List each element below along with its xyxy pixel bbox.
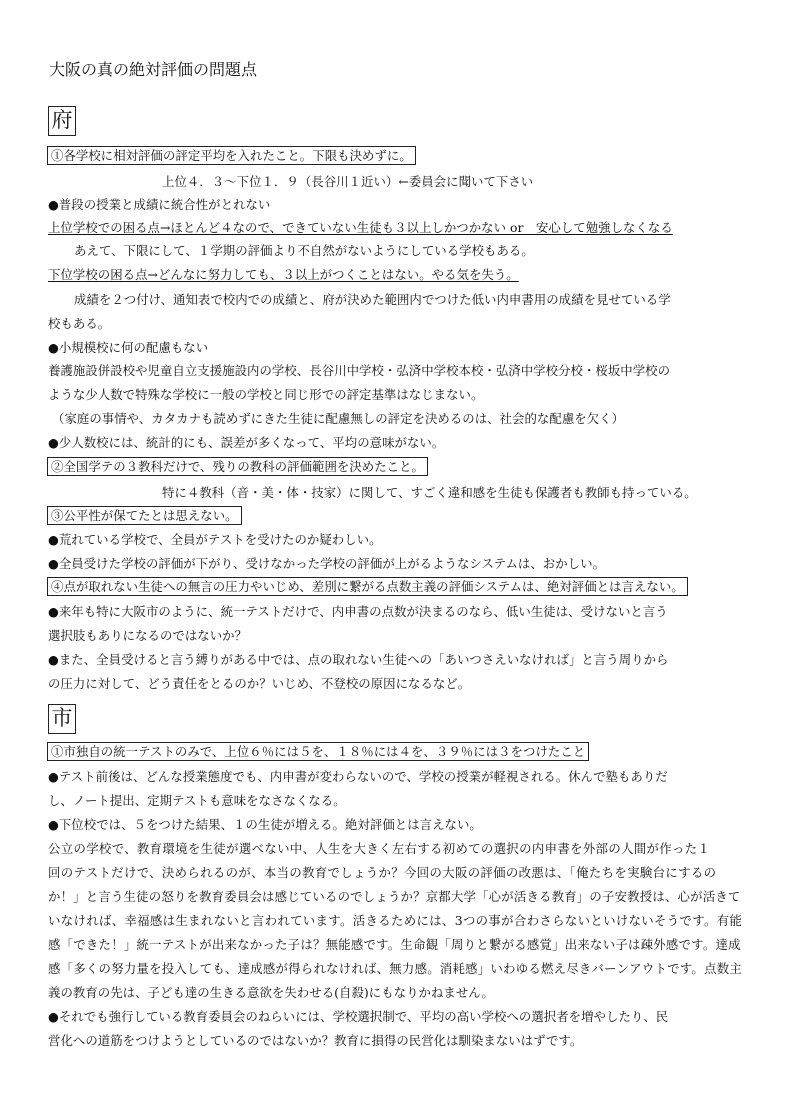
paragraph-line: 上位４．３～下位１．９（長谷川１近い）←委員会に聞いて下さい: [162, 174, 534, 189]
paragraph-line: 営化への道筋をつけようとしているのではないか？教育に損得の民営化は馴染まないはずです。: [48, 1033, 583, 1048]
heading-fu-4: [48, 578, 688, 595]
paragraph-line: 選択肢もありになるのではないか？: [48, 628, 248, 643]
heading-fu-3-text: ③公平性が保てたとは思えない。: [47, 506, 242, 525]
paragraph-line: いなければ、幸福感は生まれないと言われています。活きるためには、3つの事が合わさらないといけないそうです。有能: [48, 913, 743, 928]
bullet-line: ●小規模校に何の配慮もない: [48, 340, 209, 355]
paragraph-line-underlined: 上位学校での困る点→ほとんど４なので、できていない生徒も３以上しかつかない or 安心して勉強しなくなる: [48, 220, 673, 235]
section-label-fu: 府: [48, 106, 76, 136]
heading-fu-1-text: ①各学校に相対評価の評定平均を入れたこと。下限も決めずに。: [47, 146, 416, 165]
bullet-line: ●普段の授業と成績に統合性がとれない: [48, 197, 271, 212]
paragraph-line: 感「多くの努力量を投入しても、達成感が得られなければ、無力感。消耗感」いわゆる燃え尽きバーンアウトです。点数主: [48, 961, 742, 976]
paragraph-line: し、ノート提出、定期テストも意味をなさなくなる。: [48, 793, 346, 808]
bullet-line: ●また、全員受けると言う縛りがある中では、点の取れない生徒への「あいつさえいなければ」と言う周りから: [48, 652, 669, 667]
paragraph-line: 養護施設併設校や児童自立支援施設内の学校、長谷川中学校・弘済中学校本校・弘済中学校分校・桜坂中学校の: [48, 363, 671, 378]
paragraph-line: 回のテストだけで、決められるのが、本当の教育でしょうか？今回の大阪の評価の改悪は、「俺たちを実験台にするの: [48, 865, 717, 880]
paragraph-line: 感「できた！」統一テストが出来なかった子は？無能感です。生命観「周りと繋がる感覚」出来ない子は疎外感です。達成: [48, 937, 741, 952]
paragraph-line: の圧力に対して、どう責任をとるのか？いじめ、不登校の原因になるなど。: [48, 676, 471, 691]
heading-fu-1: [48, 147, 416, 164]
bullet-line: ●荒れている学校で、全員がテストを受けたのか疑わしい。: [48, 532, 382, 547]
paragraph-line: 成績を２つ付け、通知表で校内での成績と、府が決めた範囲内でつけた低い内申書用の成績を見せている学: [74, 292, 671, 307]
paragraph-line: 義の教育の先は、子ども達の生きる意欲を失わせる(自殺)にもなりかねません。: [48, 985, 494, 1000]
paragraph-line: 特に４教科（音・美・体・技家）に関して、すごく違和感を生徒も保護者も教師も持っている。: [162, 485, 697, 500]
bullet-line: ●来年も特に大阪市のように、統一テストだけで、内申書の点数が決まるのなら、低い生徒は、受けないと言う: [48, 604, 668, 619]
heading-fu-4-text: ④点が取れない生徒への無言の圧力やいじめ、差別に繋がる点数主義の評価システムは、絶対評価とは言えない。: [47, 577, 688, 596]
bullet-line: ●全員受けた学校の評価が下がり、受けなかった学校の評価が上がるようなシステムは、おかしい。: [48, 556, 606, 571]
heading-fu-2: [48, 458, 428, 475]
section-label-shi: 市: [48, 704, 76, 734]
document-title: 大阪の真の絶対評価の問題点: [49, 60, 258, 79]
heading-shi-1-text: ①市独自の統一テストのみで、上位６％には５を、１８％には４を、３９％には３をつけたこと: [47, 742, 589, 761]
bullet-line: ●少人数校には、統計的にも、誤差が多くなって、平均の意味がない。: [48, 435, 445, 450]
bullet-line: ●それでも強行している教育委員会のねらいには、学校選択制で、平均の高い学校への選択者を増やしたり、民: [48, 1009, 669, 1024]
heading-fu-2-text: ②全国学テの３教科だけで、残りの教科の評価範囲を決めたこと。: [47, 457, 428, 476]
paragraph-line: か！」と言う生徒の怒りを教育委員会は感じているのでしょうか？京都大学「心が活きる教育」の子安教授は、心が活きて: [48, 889, 741, 904]
heading-fu-3: [48, 507, 242, 524]
heading-shi-1: [48, 743, 589, 760]
paragraph-line: ような少人数で特殊な学校に一般の学校と同じ形での評定基準はなじまない。: [48, 387, 484, 402]
paragraph-line-underlined: 下位学校の困る点→どんなに努力しても、３以上がつくことはない。やる気を失う。: [48, 267, 519, 282]
bullet-line: ●テスト前後は、どんな授業態度でも、内申書が変わらないので、学校の授業が軽視される。休んで塾もありだ: [48, 769, 668, 784]
paragraph-line: （家庭の事情や、カタカナも読めずにきた生徒に配慮無しの評定を決めるのは、社会的な配慮を欠く）: [52, 411, 625, 426]
paragraph-line: 公立の学校で、教育環境を生徒が選べない中、人生を大きく左右する初めての選択の内申書を外部の人間が作った１: [48, 841, 711, 856]
paragraph-line: あえて、下限にして、１学期の評価より不自然がないようにしている学校もある。: [74, 243, 534, 258]
paragraph-line: 校もある。: [48, 316, 111, 331]
bullet-line: ●下位校では、５をつけた結果、１の生徒が増える。絶対評価とは言えない。: [48, 817, 482, 832]
